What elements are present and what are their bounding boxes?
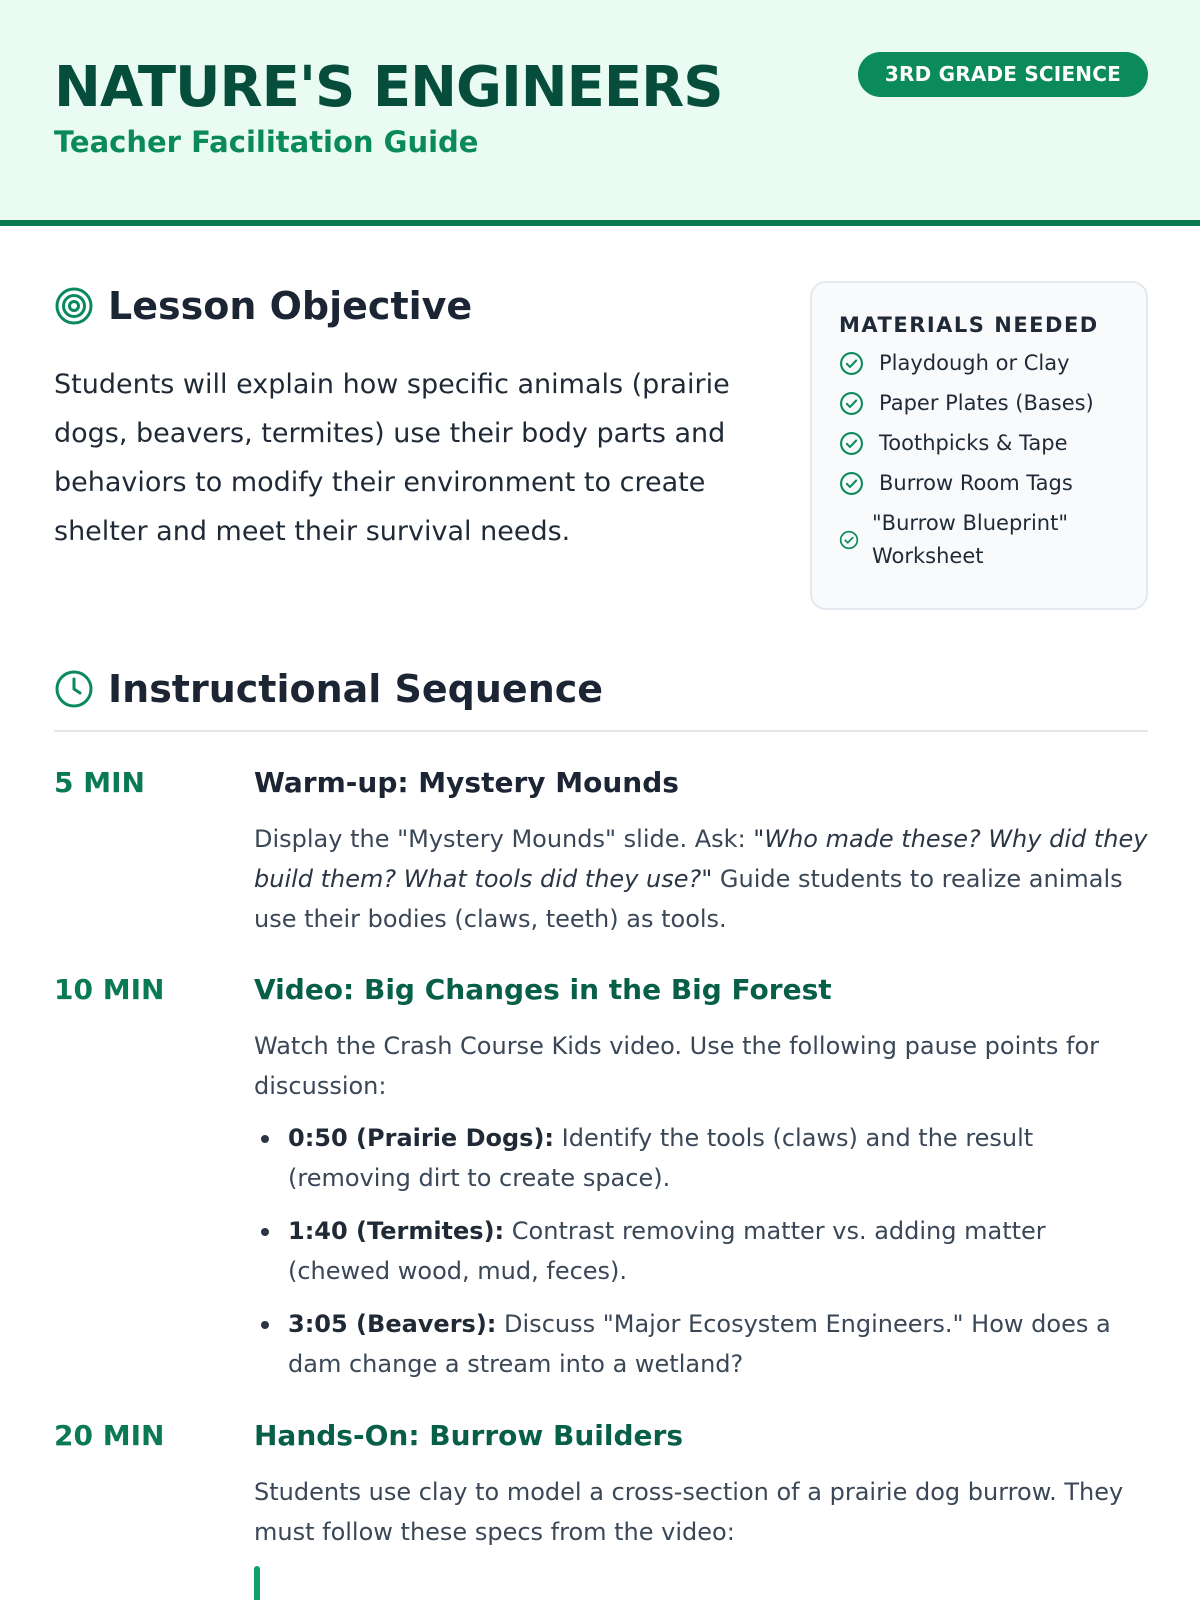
step-description: Watch the Crash Course Kids video. Use the following pause points for discussion: xyxy=(254,1032,1100,1100)
blockquote-accent xyxy=(254,1566,260,1600)
materials-list xyxy=(839,347,1146,573)
step-warmup xyxy=(254,765,1148,939)
bullet-text: Contrast removing matter vs. adding matter (chewed wood, mud, feces). xyxy=(288,1217,1046,1285)
check-circle-icon xyxy=(839,431,864,456)
page-title: NATURE'S ENGINEERS xyxy=(54,55,723,120)
page-header xyxy=(0,0,1200,226)
materials-title: MATERIALS NEEDED xyxy=(839,313,1099,337)
list-item xyxy=(839,467,1146,500)
check-circle-icon xyxy=(839,471,864,496)
list-item xyxy=(839,347,1146,380)
grade-badge: 3RD GRADE SCIENCE xyxy=(858,52,1148,97)
list-item xyxy=(254,1118,1148,1198)
step-desc-before: Display the "Mystery Mounds" slide. Ask: xyxy=(254,825,754,853)
section-divider xyxy=(54,730,1148,732)
clock-icon xyxy=(54,669,94,709)
bullet-text: Discuss "Major Ecosystem Engineers." How does a dam change a stream into a wetland? xyxy=(288,1310,1111,1378)
sequence-heading: Instructional Sequence xyxy=(108,667,604,711)
objective-heading-row xyxy=(54,282,472,330)
material-label: Playdough or Clay xyxy=(879,351,1070,375)
list-item xyxy=(839,427,1146,460)
materials-card xyxy=(810,281,1148,610)
material-label: "Burrow Blueprint" Worksheet xyxy=(872,511,1068,568)
sequence-heading-row xyxy=(54,665,603,713)
check-circle-icon xyxy=(839,391,864,416)
step-description xyxy=(254,819,1148,939)
bullet-label: 3:05 (Beavers): xyxy=(288,1310,497,1338)
list-item xyxy=(254,1304,1148,1384)
check-circle-icon xyxy=(839,530,859,550)
step-time: 10 MIN xyxy=(54,973,165,1006)
step-time: 20 MIN xyxy=(54,1419,165,1452)
material-label: Burrow Room Tags xyxy=(879,471,1073,495)
objective-text: Students will explain how specific animals (prairie dogs, beavers, termites) use their body parts and behaviors to modify their environment to create shelter and meet their survival needs. xyxy=(54,369,730,547)
bullet-label: 0:50 (Prairie Dogs): xyxy=(288,1124,555,1152)
material-label: Toothpicks & Tape xyxy=(879,431,1068,455)
page-subtitle: Teacher Facilitation Guide xyxy=(54,125,479,159)
step-description: Students use clay to model a cross-section of a prairie dog burrow. They must follow these specs from the video: xyxy=(254,1478,1124,1546)
list-item xyxy=(254,1211,1148,1291)
step-video xyxy=(254,972,1148,1397)
target-icon xyxy=(54,286,94,326)
list-item xyxy=(839,507,1146,573)
bullet-label: 1:40 (Termites): xyxy=(288,1217,505,1245)
step-title: Hands-On: Burrow Builders xyxy=(254,1419,683,1452)
step-title: Video: Big Changes in the Big Forest xyxy=(254,973,832,1006)
bullet-text: Identify the tools (claws) and the result (removing dirt to create space). xyxy=(288,1124,1034,1192)
step-time: 5 MIN xyxy=(54,766,145,799)
step-desc-quote: "Who made these? Why did they build them? What tools did they use?" xyxy=(254,825,1148,893)
step-title: Warm-up: Mystery Mounds xyxy=(254,766,679,799)
step-hands-on xyxy=(254,1418,1148,1552)
pause-points-list xyxy=(254,1118,1148,1384)
list-item xyxy=(839,387,1146,420)
check-circle-icon xyxy=(839,351,864,376)
objective-heading: Lesson Objective xyxy=(108,284,473,328)
material-label: Paper Plates (Bases) xyxy=(879,391,1094,415)
step-desc-after: Guide students to realize animals use their bodies (claws, teeth) as tools. xyxy=(254,865,1123,933)
